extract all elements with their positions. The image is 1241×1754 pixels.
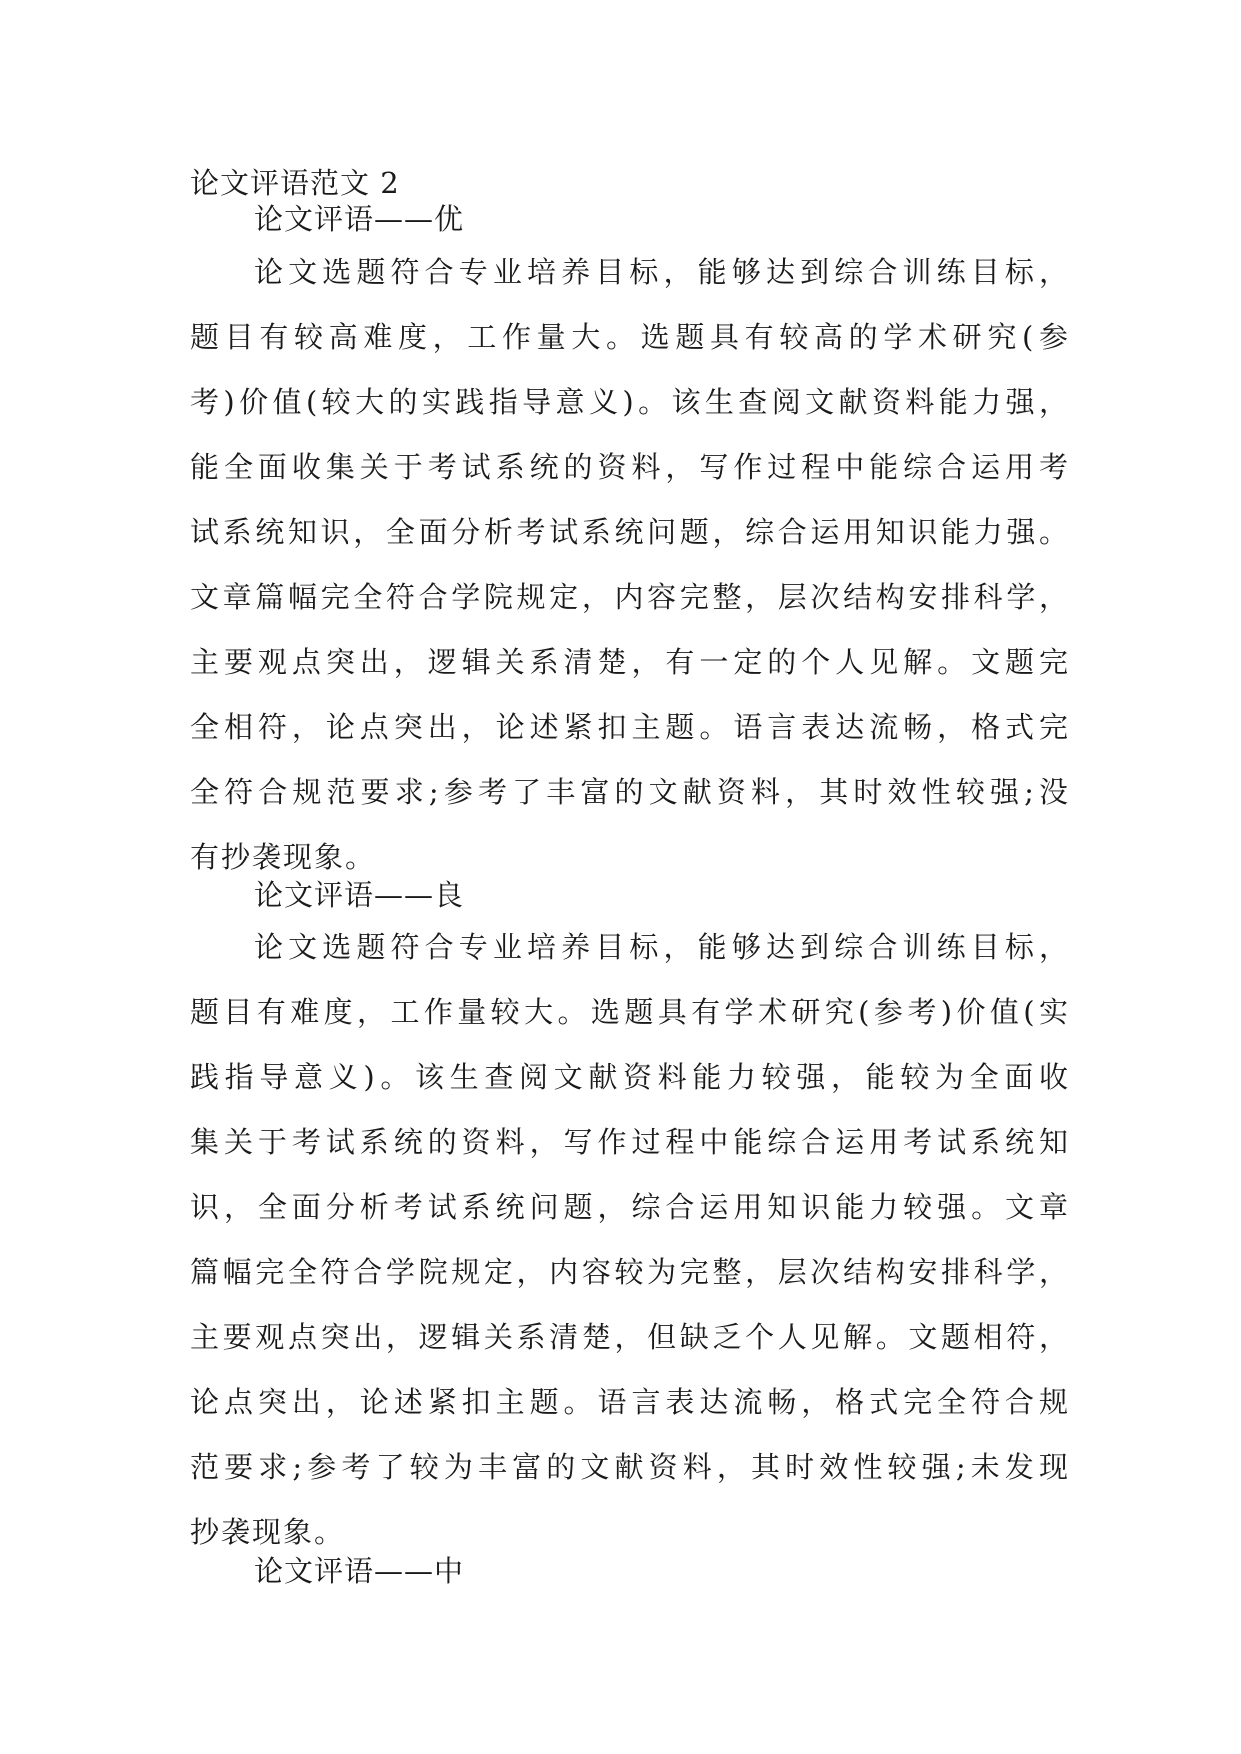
paragraph-line: 抄袭现象。	[190, 1515, 346, 1549]
paragraph-line: 篇幅完全符合学院规定，内容较为完整，层次结构安排科学，	[190, 1255, 1070, 1289]
section-body-excellent	[190, 240, 1070, 890]
paragraph-line: 论点突出，论述紧扣主题。语言表达流畅，格式完全符合规	[190, 1385, 1070, 1419]
paragraph-line: 全相符，论点突出，论述紧扣主题。语言表达流畅，格式完	[190, 710, 1070, 744]
section-body-good	[190, 915, 1070, 1565]
paragraph-line: 范要求;参考了较为丰富的文献资料，其时效性较强;未发现	[190, 1450, 1070, 1484]
document-title: 论文评语范文 2	[190, 166, 400, 200]
paragraph-line: 践指导意义)。该生查阅文献资料能力较强，能较为全面收	[190, 1060, 1070, 1094]
paragraph-line: 考)价值(较大的实践指导意义)。该生查阅文献资料能力强，	[190, 385, 1070, 419]
paragraph-line: 论文选题符合专业培养目标，能够达到综合训练目标，	[254, 255, 1070, 289]
section-heading-good: 论文评语——良	[254, 878, 465, 912]
paragraph-line: 题目有较高难度，工作量大。选题具有较高的学术研究(参	[190, 320, 1070, 354]
paragraph-line: 文章篇幅完全符合学院规定，内容完整，层次结构安排科学，	[190, 580, 1070, 614]
section-heading-average: 论文评语——中	[254, 1554, 465, 1588]
paragraph-line: 试系统知识，全面分析考试系统问题，综合运用知识能力强。	[190, 515, 1070, 549]
paragraph-line: 识，全面分析考试系统问题，综合运用知识能力较强。文章	[190, 1190, 1070, 1224]
section-heading-excellent: 论文评语——优	[254, 202, 465, 236]
paragraph-line: 主要观点突出，逻辑关系清楚，但缺乏个人见解。文题相符，	[190, 1320, 1070, 1354]
paragraph-line: 论文选题符合专业培养目标，能够达到综合训练目标，	[254, 930, 1070, 964]
paragraph-line: 主要观点突出，逻辑关系清楚，有一定的个人见解。文题完	[190, 645, 1070, 679]
paragraph-line: 能全面收集关于考试系统的资料，写作过程中能综合运用考	[190, 450, 1070, 484]
paragraph-line: 有抄袭现象。	[190, 840, 377, 874]
paragraph-line: 题目有难度，工作量较大。选题具有学术研究(参考)价值(实	[190, 995, 1070, 1029]
paragraph-line: 集关于考试系统的资料，写作过程中能综合运用考试系统知	[190, 1125, 1070, 1159]
paragraph-line: 全符合规范要求;参考了丰富的文献资料，其时效性较强;没	[190, 775, 1070, 809]
